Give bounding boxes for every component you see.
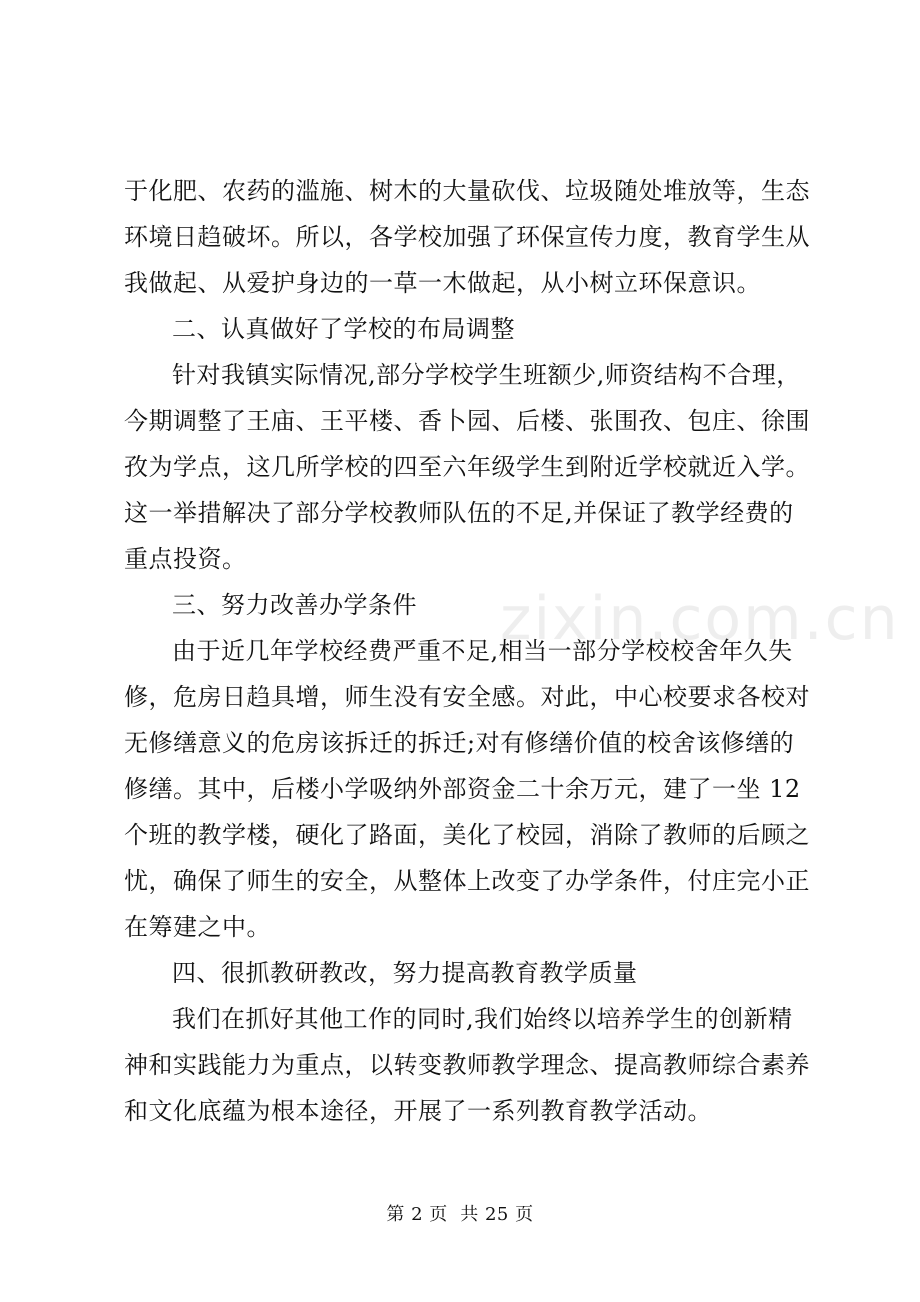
body-line: 今期调整了王庙、王平楼、香卜园、后楼、张围孜、包庄、徐围 [124,407,810,435]
body-line: 孜为学点，这几所学校的四至六年级学生到附近学校就近入学。 [124,453,810,481]
watermark: zixin.com.cn [500,584,900,654]
body-line: 个班的教学楼，硬化了路面，美化了校园，消除了教师的后顾之 [124,821,810,849]
body-line: 于化肥、农药的滥施、树木的大量砍伐、垃圾随处堆放等，生态 [124,177,810,205]
paragraph-first-line: 针对我镇实际情况,部分学校学生班额少,师资结构不合理， [172,361,801,389]
paragraph-first-line: 由于近几年学校经费严重不足,相当一部分学校校舍年久失 [172,637,793,665]
body-line: 重点投资。 [124,545,247,573]
section-heading: 三、努力改善办学条件 [172,591,417,619]
page-number-label: 第 2 页 共 25 页 [386,1204,534,1225]
body-line: 这一举措解决了部分学校教师队伍的不足,并保证了教学经费的 [124,499,794,527]
document-body [124,168,824,1134]
section-heading: 二、认真做好了学校的布局调整 [172,315,515,343]
body-line: 修缮。其中，后楼小学吸纳外部资金二十余万元，建了一坐 12 [124,775,801,803]
body-line: 修，危房日趋具增，师生没有安全感。对此，中心校要求各校对 [124,683,810,711]
paragraph-first-line: 我们在抓好其他工作的同时,我们始终以培养学生的创新精 [172,1005,793,1033]
body-line: 和文化底蕴为根本途径，开展了一系列教育教学活动。 [124,1097,712,1125]
body-line: 无修缮意义的危房该拆迁的拆迁;对有修缮价值的校舍该修缮的 [124,729,795,757]
body-line: 忧，确保了师生的安全，从整体上改变了办学条件，付庄完小正 [124,867,810,895]
body-line: 在筹建之中。 [124,913,271,941]
section-heading: 四、很抓教研教改，努力提高教育教学质量 [172,959,638,987]
body-line: 我做起、从爱护身边的一草一木做起，从小树立环保意识。 [124,269,761,297]
body-line: 环境日趋破坏。所以，各学校加强了环保宣传力度，教育学生从 [124,223,810,251]
page-footer [0,1203,920,1227]
body-line: 神和实践能力为重点，以转变教师教学理念、提高教师综合素养 [124,1051,810,1079]
